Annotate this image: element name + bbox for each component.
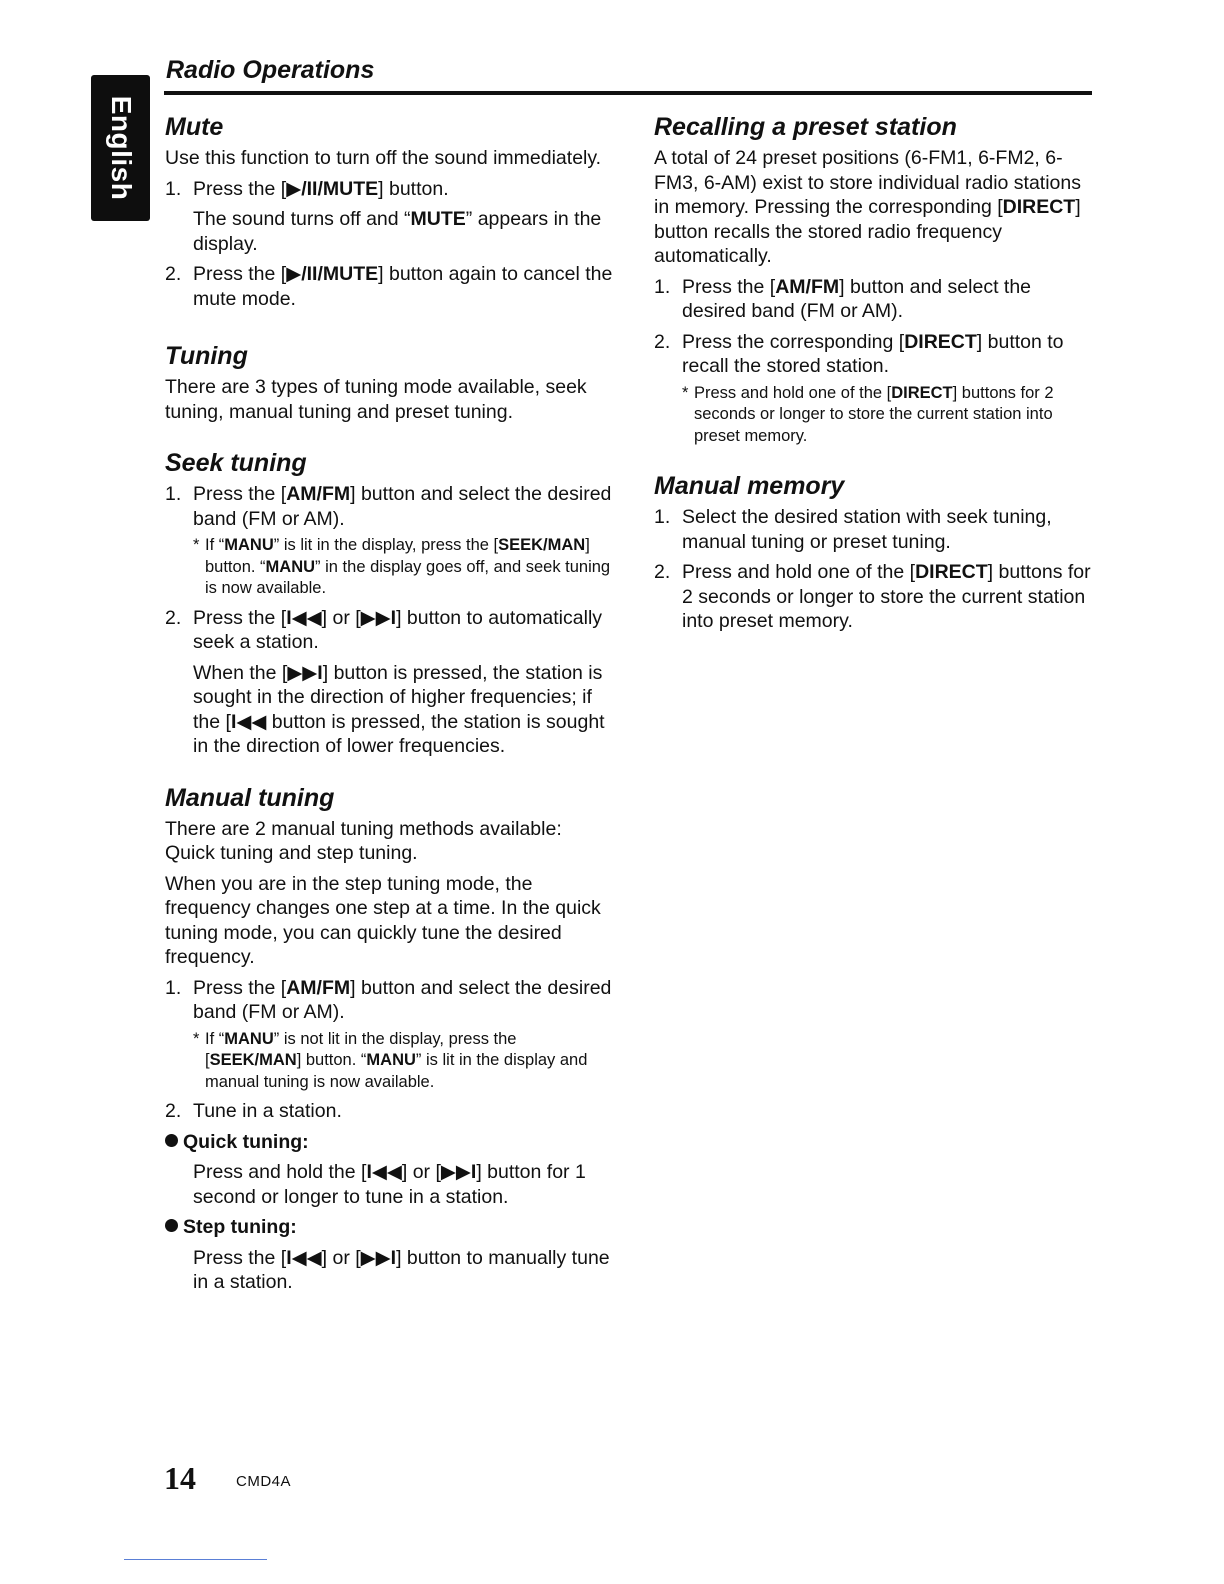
text: Press and hold one of the [ — [694, 383, 892, 402]
seek-tuning-section — [165, 446, 615, 759]
button-name: SEEK/MAN — [498, 536, 586, 554]
text: Step tuning: — [183, 1216, 297, 1238]
text: ] button to manually tune in a station. — [193, 1246, 610, 1293]
text: If “ — [205, 1029, 225, 1048]
text: Press the [ — [193, 263, 287, 285]
text: When the [ — [193, 661, 288, 684]
step-number: 1. — [165, 483, 182, 505]
step-text — [682, 560, 1094, 634]
text: button is pressed, the station is sought in the direction of lower frequencies. — [193, 710, 605, 757]
text: ] or [ — [321, 1246, 361, 1269]
button-name: I◀◀ — [230, 710, 267, 733]
manual-memory-steps — [654, 505, 1094, 634]
note-mark: * — [682, 383, 689, 402]
button-name: ▶▶I — [440, 1161, 477, 1183]
step-number: 1. — [654, 506, 671, 528]
button-name: ▶/II/MUTE — [286, 263, 379, 285]
text: ] buttons for 2 seconds or longer to store the current station into preset memory. — [682, 561, 1091, 632]
text: Press the [ — [193, 1246, 287, 1269]
text: ] button is pressed, the station is sought in the direction of higher frequencies; if the [ — [193, 661, 603, 733]
seek-note — [193, 535, 615, 600]
text: Press the [ — [193, 606, 287, 629]
text: ] button. “ — [296, 1051, 367, 1069]
step-text — [193, 262, 615, 311]
mute-intro: Use this function to turn off the sound immediately. — [165, 147, 602, 169]
text: Press the [ — [193, 976, 287, 999]
manual-tuning-note — [193, 1029, 615, 1094]
text: ] button for 1 second or longer to tune in a station. — [193, 1161, 586, 1208]
manual-memory-step-1 — [654, 505, 1094, 554]
display-text: MANU — [224, 1029, 274, 1048]
recall-preset-section — [654, 110, 1094, 447]
step-number: 2. — [165, 263, 182, 285]
mute-section — [165, 110, 615, 311]
mute-step-2 — [165, 262, 615, 311]
recall-preset-heading: Recalling a preset station — [654, 113, 957, 141]
step-subtext — [193, 207, 615, 256]
step-number: 2. — [165, 606, 182, 629]
mute-steps — [165, 177, 615, 312]
text: Press and hold the [ — [193, 1161, 367, 1183]
button-name: DIRECT — [904, 330, 977, 353]
button-name: ▶/II/MUTE — [286, 177, 379, 200]
display-text: MANU — [366, 1051, 416, 1069]
mute-heading: Mute — [165, 113, 224, 141]
step-text: Tune in a station. — [193, 1100, 342, 1122]
manual-tuning-intro-2: When you are in the step tuning mode, the frequency changes one step at a time. In the quick tuning mode, you can quickly tune the desired frequency. — [165, 872, 601, 968]
seek-steps — [165, 482, 615, 759]
recall-steps — [654, 275, 1094, 448]
step-text: Select the desired station with seek tuning, manual tuning or preset tuning. — [682, 506, 1052, 553]
seek-tuning-heading: Seek tuning — [165, 449, 307, 477]
page-number: 14 — [164, 1460, 196, 1496]
mute-step-1 — [165, 177, 615, 257]
text: Quick tuning: — [183, 1130, 309, 1153]
recall-note — [682, 383, 1094, 448]
step-tuning-heading — [165, 1215, 615, 1240]
step-text — [193, 606, 615, 655]
language-tab-label: English — [105, 95, 137, 201]
manual-memory-section — [654, 469, 1094, 634]
text: ” is lit in the display, press the [ — [273, 536, 499, 554]
button-name: AM/FM — [286, 483, 351, 505]
text: ” appears in the display. — [193, 208, 602, 255]
button-name: ▶▶I — [360, 606, 397, 629]
note-mark: * — [193, 536, 200, 554]
manual-tuning-heading: Manual tuning — [165, 783, 335, 812]
tuning-intro: There are 3 types of tuning mode available, seek tuning, manual tuning and preset tuning. — [165, 376, 587, 423]
text: ” is not lit in the display, press the [ — [205, 1029, 517, 1069]
manual-tuning-step-2 — [165, 1099, 615, 1124]
seek-step-1 — [165, 482, 615, 600]
section-header: Radio Operations — [166, 56, 375, 84]
quick-tuning-heading — [165, 1130, 615, 1155]
tuning-heading: Tuning — [165, 342, 248, 370]
model-code: CMD4A — [236, 1473, 292, 1490]
step-text — [682, 330, 1094, 379]
button-name: I◀◀ — [286, 606, 322, 629]
button-name: I◀◀ — [366, 1161, 402, 1183]
button-name: DIRECT — [1002, 196, 1076, 218]
step-tuning-text — [165, 1246, 615, 1295]
left-column — [165, 110, 615, 1301]
step-text — [193, 482, 615, 531]
text: ” is lit in the display and manual tuning is now available. — [205, 1051, 588, 1091]
text: Press the [ — [682, 275, 776, 298]
bullet-icon — [165, 1134, 178, 1147]
step-number: 1. — [165, 177, 182, 200]
step-number: 2. — [165, 1100, 182, 1122]
display-text: MUTE — [410, 208, 466, 230]
text: ] button again to cancel the mute mode. — [193, 263, 613, 310]
button-name: DIRECT — [891, 383, 953, 402]
recall-preset-intro — [654, 146, 1094, 269]
text: ] button and select the desired band (FM or AM). — [193, 976, 612, 1023]
text: ] button. — [378, 177, 449, 200]
manual-tuning-step-1 — [165, 976, 615, 1094]
bullet-icon — [165, 1219, 178, 1232]
text: ] or [ — [401, 1161, 441, 1183]
text: The sound turns off and “ — [193, 208, 411, 230]
text: ] buttons for 2 seconds or longer to store the current station into preset memory. — [694, 383, 1054, 445]
text: Press the corresponding [ — [682, 330, 905, 353]
text: ] button recalls the stored radio frequency automatically. — [654, 196, 1081, 267]
tuning-section — [165, 339, 615, 424]
text: ” in the display goes off, and seek tuning is now available. — [205, 557, 611, 597]
text: Press the [ — [193, 483, 287, 505]
manual-memory-step-2 — [654, 560, 1094, 634]
manual-tuning-section — [165, 781, 615, 1295]
recall-step-2 — [654, 330, 1094, 448]
button-name: DIRECT — [915, 561, 988, 583]
text: ] button to recall the stored station. — [682, 330, 1064, 377]
manual-memory-heading: Manual memory — [654, 472, 845, 500]
step-number: 1. — [654, 275, 671, 298]
button-name: AM/FM — [775, 275, 840, 298]
button-name: AM/FM — [286, 976, 351, 999]
recall-step-1 — [654, 275, 1094, 324]
step-text — [193, 976, 615, 1025]
button-name: SEEK/MAN — [209, 1051, 297, 1069]
text: ] button and select the desired band (FM or AM). — [682, 275, 1032, 322]
display-text: MANU — [224, 536, 274, 554]
text: ] button to automatically seek a station. — [193, 606, 603, 653]
text: If “ — [205, 536, 225, 554]
step-number: 1. — [165, 976, 182, 999]
text: Press the [ — [193, 177, 287, 200]
note-mark: * — [193, 1029, 200, 1048]
step-subtext — [193, 661, 615, 759]
display-text: MANU — [265, 557, 316, 576]
text: ] button and select the desired band (FM or AM). — [193, 483, 612, 530]
step-text — [682, 275, 1094, 324]
header-rule — [164, 91, 1092, 95]
manual-tuning-intro-1: There are 2 manual tuning methods available: Quick tuning and step tuning. — [165, 817, 562, 864]
step-text — [193, 177, 615, 202]
manual-tuning-steps — [165, 976, 615, 1124]
bottom-rule — [124, 1559, 267, 1560]
step-number: 2. — [654, 330, 671, 353]
button-name: ▶▶I — [287, 661, 323, 684]
button-name: ▶▶I — [360, 1246, 397, 1269]
button-name: I◀◀ — [286, 1246, 322, 1269]
text: ] or [ — [321, 606, 361, 629]
step-number: 2. — [654, 561, 671, 583]
text: ] button. “ — [205, 536, 590, 576]
quick-tuning-text — [165, 1160, 615, 1209]
text: Press and hold one of the [ — [682, 561, 916, 583]
right-column — [654, 110, 1094, 640]
language-tab — [91, 75, 150, 221]
seek-step-2 — [165, 606, 615, 759]
text: A total of 24 preset positions (6-FM1, 6-FM2, 6-FM3, 6-AM) exist to store individual radio stations in memory. Pressing the corresponding [ — [654, 147, 1082, 218]
